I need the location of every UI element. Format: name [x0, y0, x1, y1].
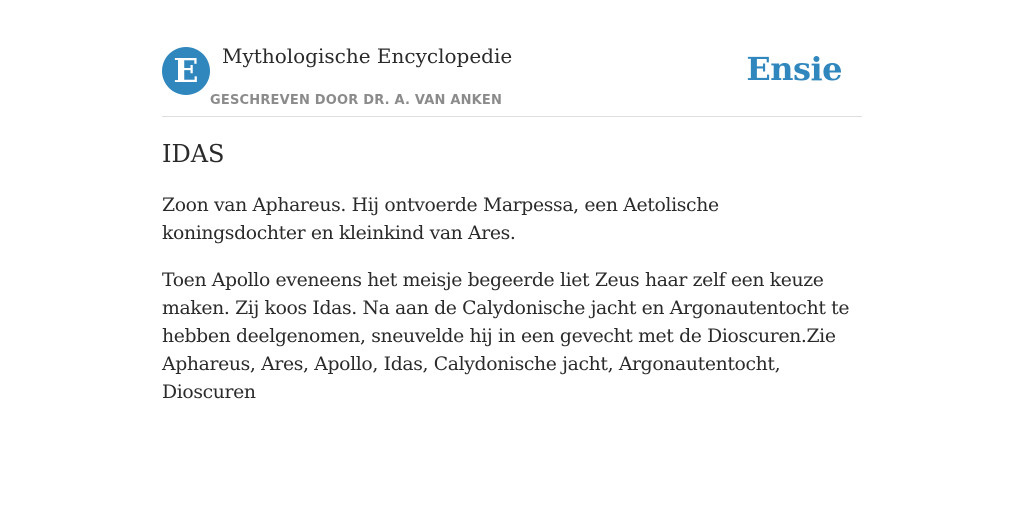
encyclopedia-logo-icon[interactable]: E — [162, 47, 210, 95]
entry-body — [162, 192, 862, 426]
source-title[interactable]: Mythologische Encyclopedie — [222, 44, 513, 68]
header — [162, 40, 862, 117]
entry-paragraph-1: Zoon van Aphareus. Hij ontvoerde Marpessa, een Aetolische koningsdochter en kleinkind van Ares. — [162, 195, 719, 244]
author-byline: GESCHREVEN DOOR DR. A. VAN ANKEN — [210, 93, 503, 108]
entry-paragraph-2: Toen Apollo eveneens het meisje begeerde liet Zeus haar zelf een keuze maken. Zij koos Idas. Na aan de Calydonische jacht en Argonautentocht te hebben deelgenomen, sneuvelde hij in een gevecht met de Dioscuren.Zie Aphareus, Ares, Apollo, Idas, Calydonische jacht, Argonautentocht, Dioscuren — [162, 270, 850, 403]
entry-title: IDAS — [162, 140, 225, 168]
ensie-brand-logo[interactable]: Ensie — [746, 50, 842, 88]
